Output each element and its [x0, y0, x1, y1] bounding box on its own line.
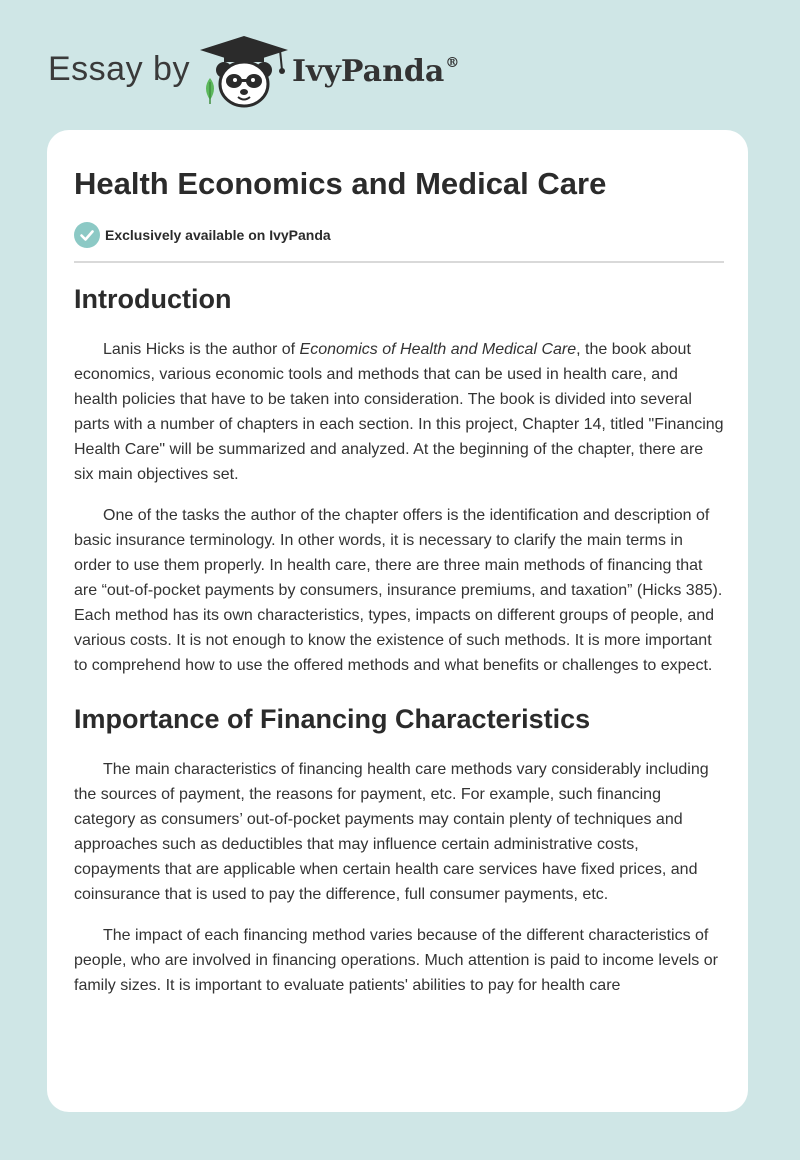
- brand-logo-text[interactable]: [292, 54, 459, 89]
- page-title: Health Economics and Medical Care: [74, 166, 607, 201]
- check-circle-icon: [74, 222, 100, 248]
- paragraph: The impact of each financing method varies because of the different characteristics of people, who are involved in financing operations. Much attention is paid to income levels or family sizes. It is important to evaluate patients' abilities to pay for health care: [74, 927, 718, 995]
- essay-by-label: Essay by: [48, 50, 190, 88]
- badge-text: Exclusively available on IvyPanda: [105, 227, 331, 243]
- section-heading-introduction: Introduction: [74, 284, 232, 314]
- essay-card: [47, 130, 748, 1112]
- paragraph: The main characteristics of financing health care methods vary considerably including the sources of payment, the reasons for payment, etc. For example, such financing category as consumers’ out-of-pocket payments may contain plenty of techniques and approaches such as deductibles that may influence certain administrative costs, copayments that are applicable when certain health care services have fixed prices, and coinsurance that is used to pay the difference, full consumer payments, etc.: [74, 761, 709, 904]
- registered-mark: ®: [445, 55, 460, 71]
- exclusive-badge: [74, 222, 331, 248]
- book-title: Economics of Health and Medical Care: [299, 341, 577, 359]
- site-header: [0, 0, 800, 130]
- paragraph: Lanis Hicks is the author of Economics of Health and Medical Care, the book about economics, various economic tools and methods that can be used in health care, and health policies that have to be taken into consideration. The book is divided into several parts with a number of chapters in each section. In this project, Chapter 14, titled "Financing Health Care" will be summarized and analyzed. At the beginning of the chapter, there are six main objectives set.: [74, 341, 724, 484]
- panda-graduate-icon[interactable]: [198, 34, 290, 110]
- divider: [74, 261, 724, 263]
- paragraph: One of the tasks the author of the chapter offers is the identification and description of basic insurance terminology. In other words, it is necessary to clarify the main terms in order to use them properly. In health care, there are three main methods of financing that are “out-of-pocket payments by consumers, insurance premiums, and taxation” (Hicks 385). Each method has its own characteristics, types, impacts on different groups of people, and various costs. It is not enough to know the existence of such methods. It is more important to comprehend how to use the offered methods and what benefits or challenges to expect.: [74, 507, 723, 675]
- brand-name: IvyPanda: [292, 54, 445, 89]
- essay-content: [74, 282, 724, 1014]
- section-heading-financing-characteristics: Importance of Financing Characteristics: [74, 704, 591, 735]
